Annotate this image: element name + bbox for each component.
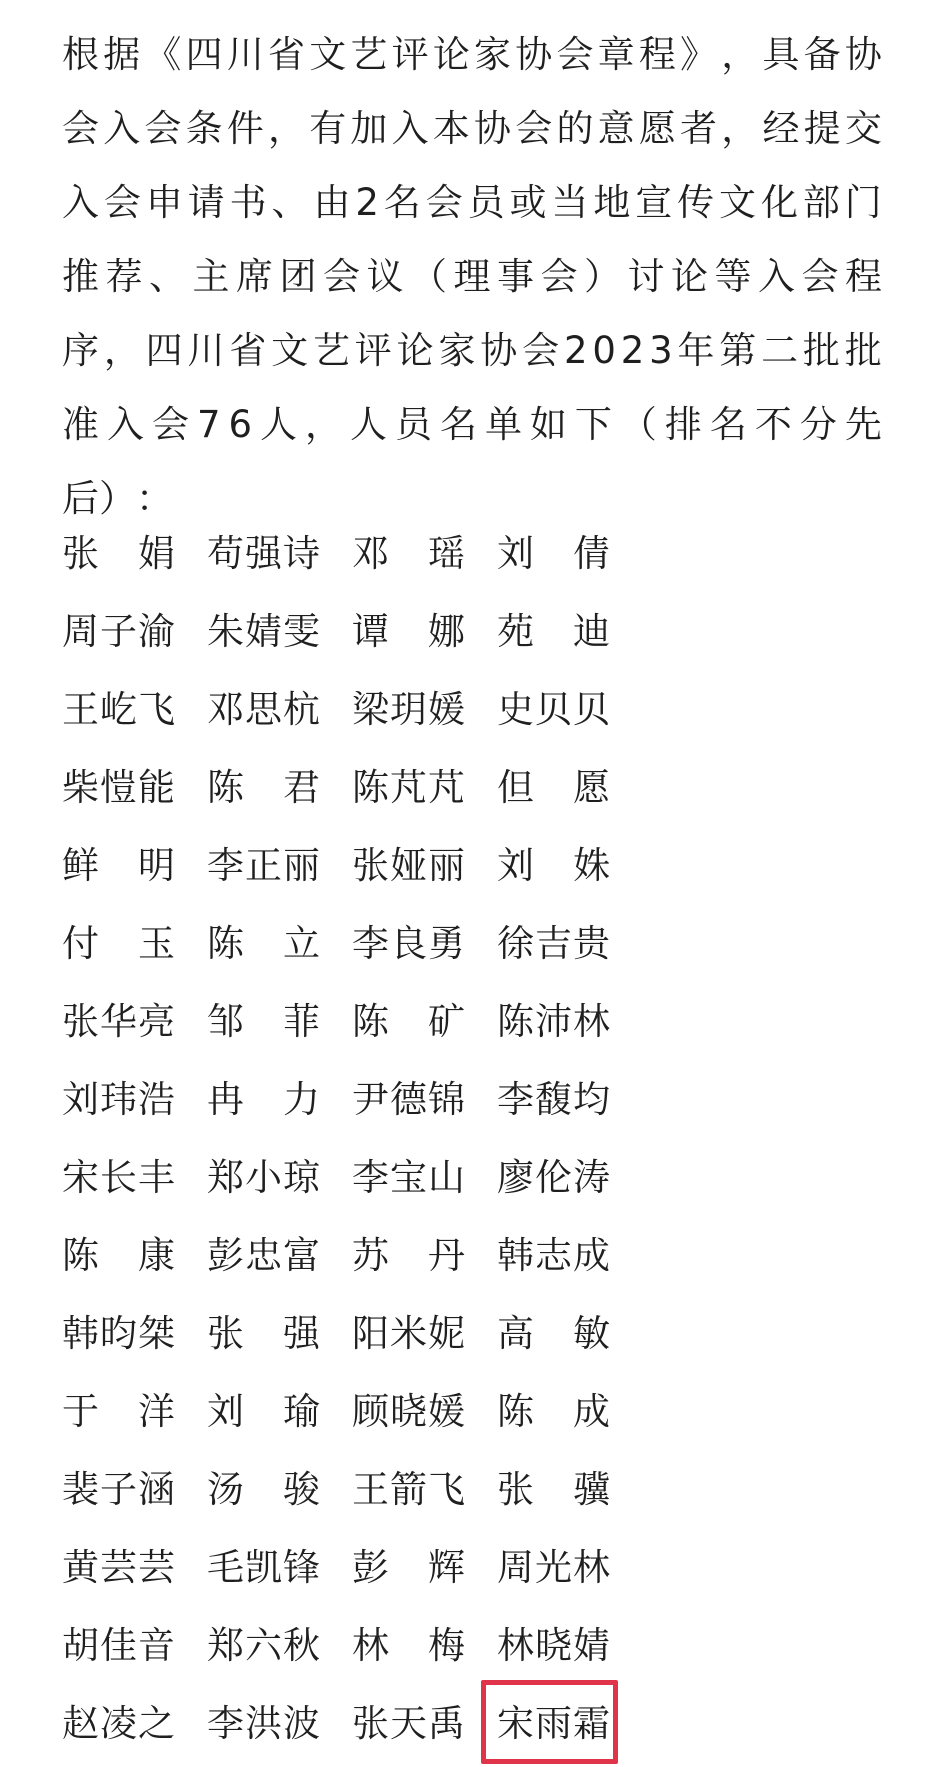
member-name: 陈 成 bbox=[497, 1390, 610, 1433]
member-name: 鲜 明 bbox=[62, 844, 175, 887]
member-name: 徐 吉 贵 bbox=[497, 922, 610, 965]
name-row bbox=[62, 983, 622, 1061]
member-name: 朱 婧 雯 bbox=[207, 610, 320, 653]
member-name: 张 娅 丽 bbox=[352, 844, 465, 887]
member-name: 韩 昀 桀 bbox=[62, 1312, 175, 1355]
member-name: 李 洪 波 bbox=[207, 1702, 320, 1745]
member-name: 但 愿 bbox=[497, 766, 610, 809]
intro-line: 准 入 会 7 6 人 ， 人 员 名 单 如 下 （ 排 名 不 分 先 bbox=[62, 403, 882, 446]
member-name: 陈 沛 林 bbox=[497, 1000, 610, 1043]
member-name: 柴 愷 能 bbox=[62, 766, 175, 809]
name-row bbox=[62, 1217, 622, 1295]
intro-paragraph bbox=[62, 18, 882, 536]
member-name: 毛 凯 锋 bbox=[207, 1546, 320, 1589]
intro-line: 序 ， 四 川 省 文 艺 评 论 家 协 会 2 0 2 3 年 第 二 批 批 bbox=[62, 329, 882, 372]
member-name: 邓 思 杭 bbox=[207, 688, 320, 731]
member-name: 李 良 勇 bbox=[352, 922, 465, 965]
member-name: 邹 菲 bbox=[207, 1000, 320, 1043]
intro-line: 后 ） ： bbox=[62, 477, 173, 520]
name-row bbox=[62, 1529, 622, 1607]
member-name: 王 箭 飞 bbox=[352, 1468, 465, 1511]
name-row bbox=[62, 1685, 622, 1763]
member-name: 谭 娜 bbox=[352, 610, 465, 653]
name-row bbox=[62, 1295, 622, 1373]
member-name: 韩 志 成 bbox=[497, 1234, 610, 1277]
member-name: 郑 六 秋 bbox=[207, 1624, 320, 1667]
member-name-highlighted: 宋 雨 霜 bbox=[497, 1702, 610, 1745]
member-name: 刘 倩 bbox=[497, 532, 610, 575]
member-name: 苟 强 诗 bbox=[207, 532, 320, 575]
member-name: 刘 瑜 bbox=[207, 1390, 320, 1433]
member-name: 付 玉 bbox=[62, 922, 175, 965]
member-name: 尹 德 锦 bbox=[352, 1078, 465, 1121]
name-row bbox=[62, 671, 622, 749]
name-row bbox=[62, 593, 622, 671]
member-name: 林 梅 bbox=[352, 1624, 465, 1667]
member-name: 陈 立 bbox=[207, 922, 320, 965]
member-name: 宋 长 丰 bbox=[62, 1156, 175, 1199]
member-name-list bbox=[62, 515, 622, 1763]
member-name: 苑 迪 bbox=[497, 610, 610, 653]
intro-line: 会 入 会 条 件 ， 有 加 入 本 协 会 的 意 愿 者 ， 经 提 交 bbox=[62, 107, 882, 150]
member-name: 李 馥 均 bbox=[497, 1078, 610, 1121]
member-name: 王 屹 飞 bbox=[62, 688, 175, 731]
member-name: 汤 骏 bbox=[207, 1468, 320, 1511]
member-name: 李 正 丽 bbox=[207, 844, 320, 887]
member-name: 胡 佳 音 bbox=[62, 1624, 175, 1667]
member-name: 邓 瑶 bbox=[352, 532, 465, 575]
member-name: 陈 君 bbox=[207, 766, 320, 809]
member-name: 苏 丹 bbox=[352, 1234, 465, 1277]
name-row bbox=[62, 515, 622, 593]
member-name: 陈 芃 芃 bbox=[352, 766, 465, 809]
member-name: 彭 忠 富 bbox=[207, 1234, 320, 1277]
name-row bbox=[62, 1373, 622, 1451]
member-name: 张 娟 bbox=[62, 532, 175, 575]
member-name: 裴 子 涵 bbox=[62, 1468, 175, 1511]
name-row bbox=[62, 1061, 622, 1139]
name-row bbox=[62, 827, 622, 905]
intro-line: 根 据 《 四 川 省 文 艺 评 论 家 协 会 章 程 》 ， 具 备 协 bbox=[62, 33, 882, 76]
name-row bbox=[62, 1451, 622, 1529]
member-name: 于 洋 bbox=[62, 1390, 175, 1433]
member-name: 廖 伦 涛 bbox=[497, 1156, 610, 1199]
member-name: 黄 芸 芸 bbox=[62, 1546, 175, 1589]
name-row bbox=[62, 905, 622, 983]
member-name: 李 宝 山 bbox=[352, 1156, 465, 1199]
member-name: 刘 玮 浩 bbox=[62, 1078, 175, 1121]
member-name: 梁 玥 媛 bbox=[352, 688, 465, 731]
member-name: 林 晓 婧 bbox=[497, 1624, 610, 1667]
member-name: 周 子 渝 bbox=[62, 610, 175, 653]
member-name: 阳 米 妮 bbox=[352, 1312, 465, 1355]
member-name: 郑 小 琼 bbox=[207, 1156, 320, 1199]
member-name: 史 贝 贝 bbox=[497, 688, 610, 731]
member-name: 周 光 林 bbox=[497, 1546, 610, 1589]
intro-line: 入 会 申 请 书 、 由 2 名 会 员 或 当 地 宣 传 文 化 部 门 bbox=[62, 181, 882, 224]
member-name: 陈 矿 bbox=[352, 1000, 465, 1043]
member-name: 顾 晓 媛 bbox=[352, 1390, 465, 1433]
member-name: 刘 姝 bbox=[497, 844, 610, 887]
name-row bbox=[62, 1607, 622, 1685]
name-row bbox=[62, 1139, 622, 1217]
member-name: 赵 凌 之 bbox=[62, 1702, 175, 1745]
member-name: 张 天 禹 bbox=[352, 1702, 465, 1745]
name-row bbox=[62, 749, 622, 827]
member-name: 陈 康 bbox=[62, 1234, 175, 1277]
member-name: 张 华 亮 bbox=[62, 1000, 175, 1043]
intro-line: 推 荐 、 主 席 团 会 议 （ 理 事 会 ） 讨 论 等 入 会 程 bbox=[62, 255, 882, 298]
member-name: 高 敏 bbox=[497, 1312, 610, 1355]
member-name: 彭 辉 bbox=[352, 1546, 465, 1589]
member-name: 冉 力 bbox=[207, 1078, 320, 1121]
member-name: 张 强 bbox=[207, 1312, 320, 1355]
member-name: 张 骥 bbox=[497, 1468, 610, 1511]
